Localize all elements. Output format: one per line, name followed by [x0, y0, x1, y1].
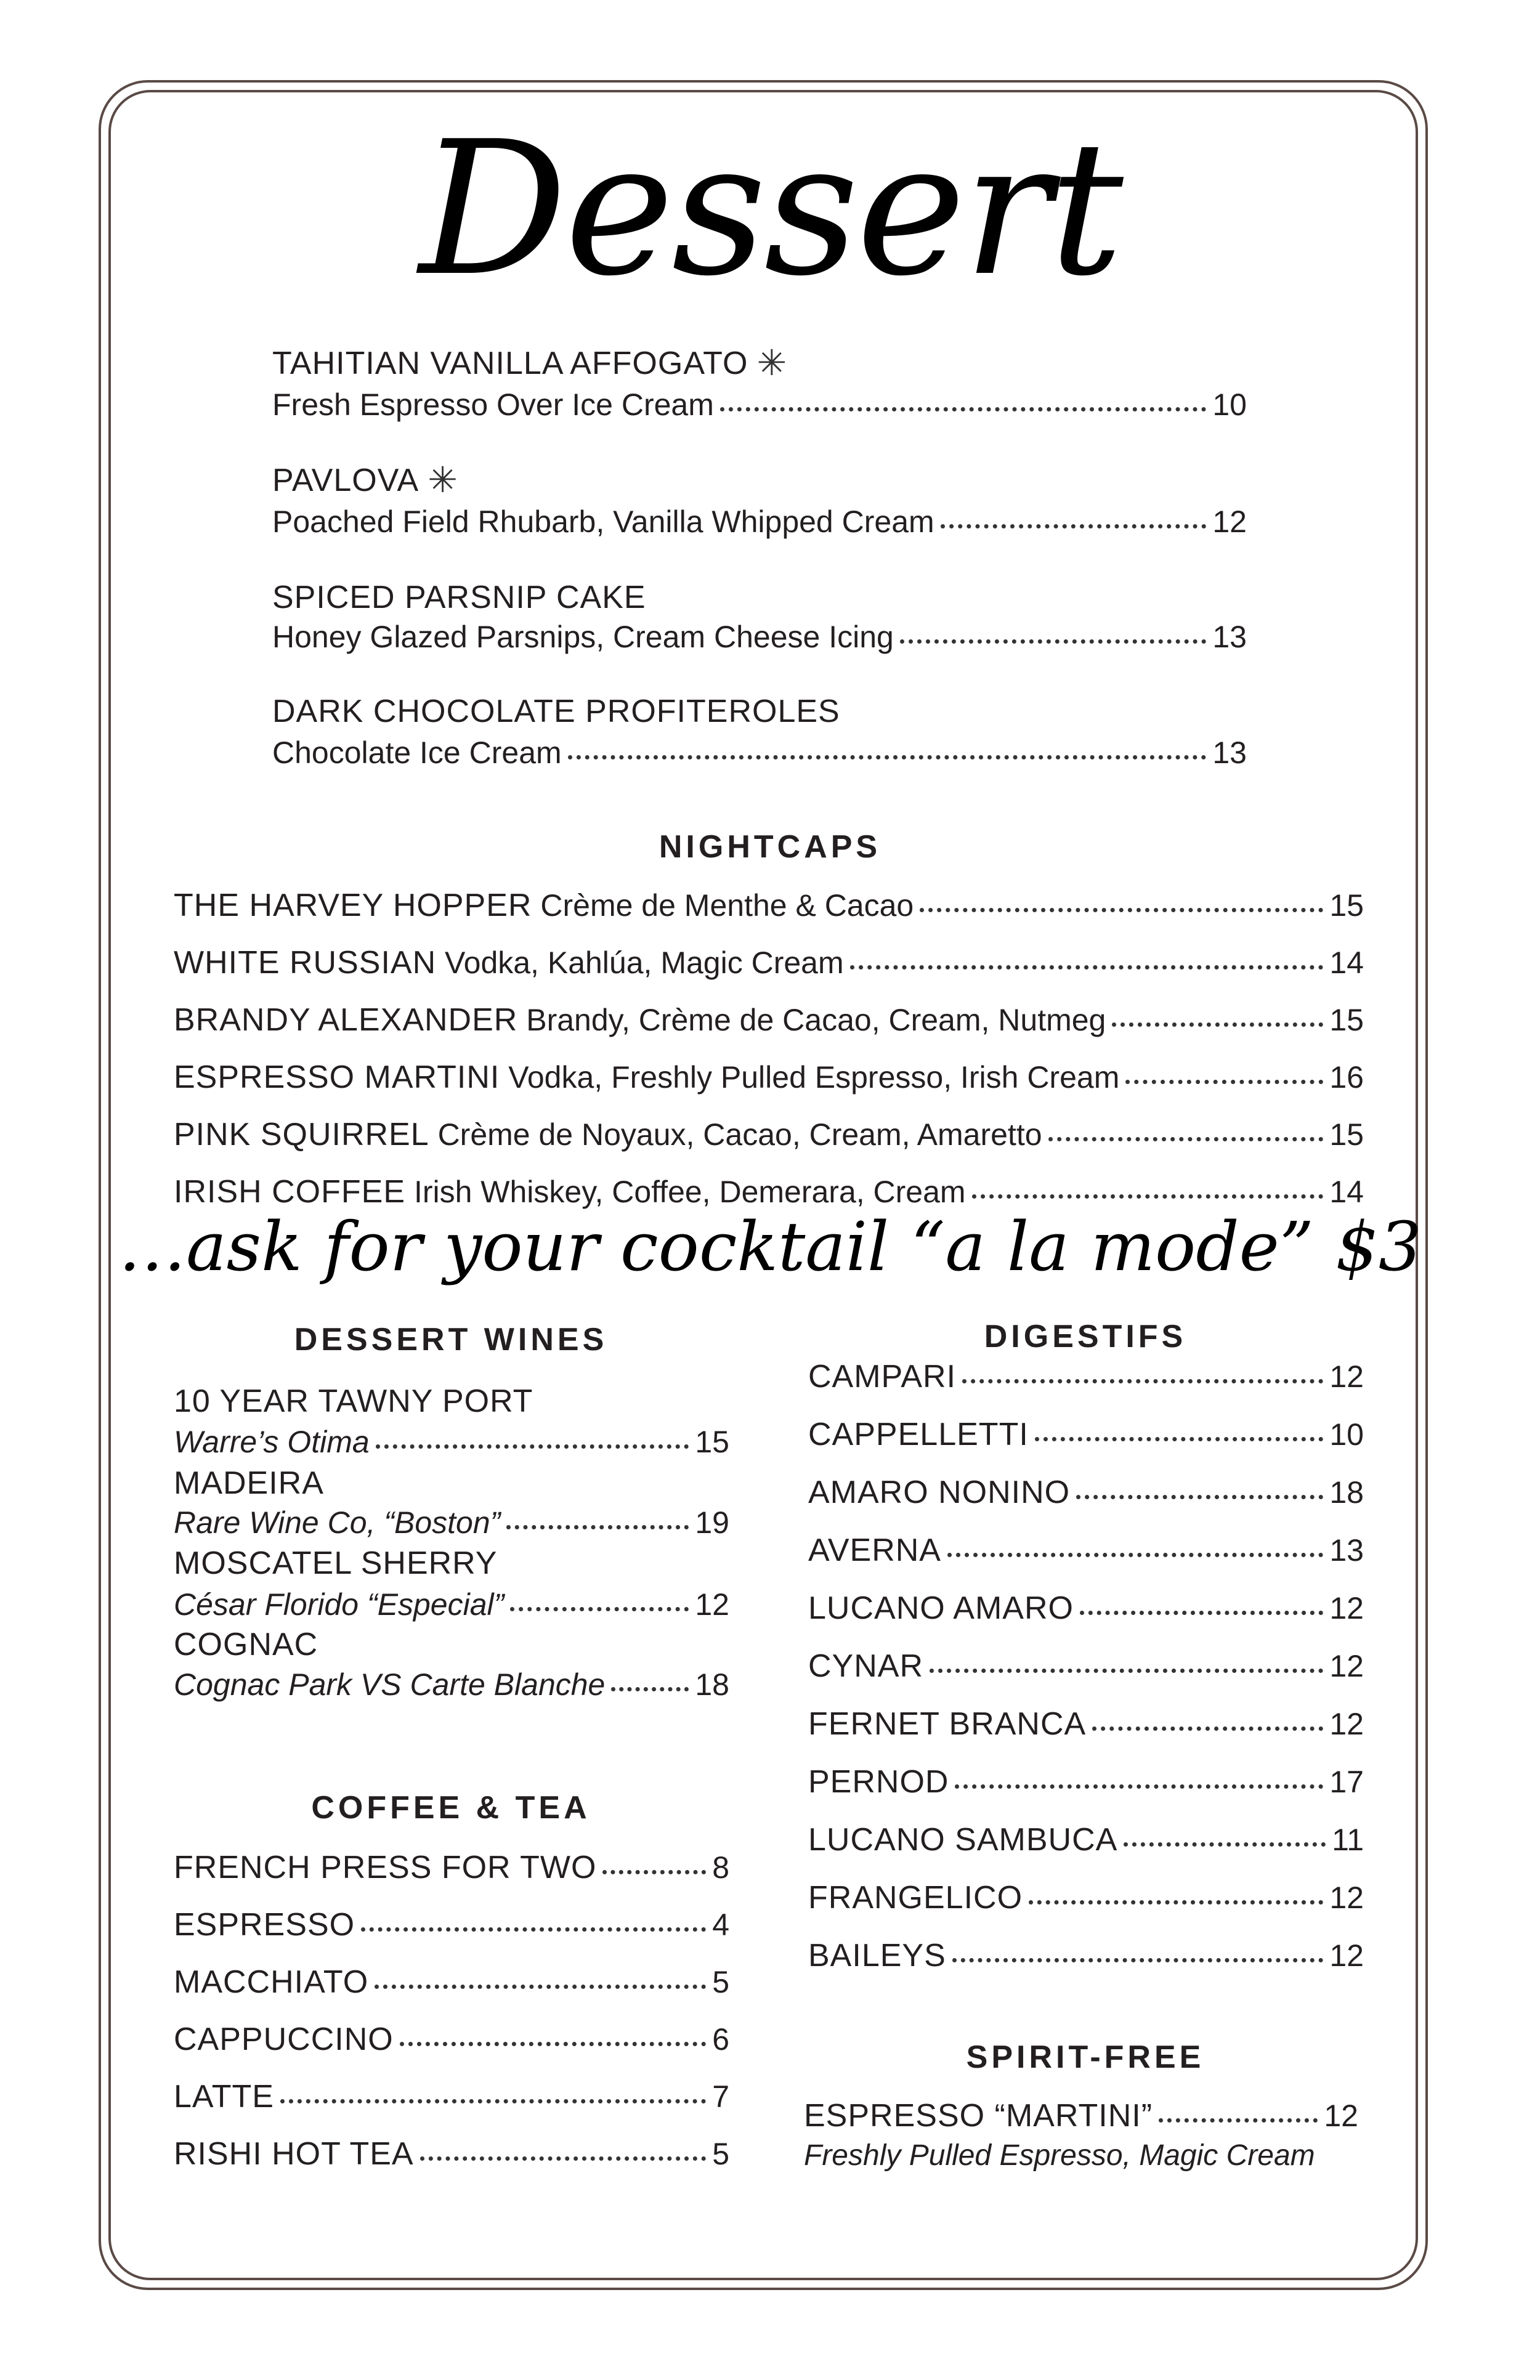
digestif-row	[808, 1358, 1364, 1395]
digestif-name: LUCANO AMARO	[808, 1590, 1074, 1626]
wine-producer-row	[174, 1505, 729, 1540]
nightcap-name: ESPRESSO MARTINI	[174, 1059, 500, 1095]
nightcap-price: 16	[1329, 1060, 1364, 1095]
leader-dots	[506, 1525, 689, 1529]
nightcap-name: PINK SQUIRREL	[174, 1117, 429, 1152]
leader-dots	[1029, 1900, 1323, 1904]
coffee-price: 8	[712, 1850, 729, 1885]
signature-star-icon: ✳	[756, 343, 788, 383]
digestifs-heading: DIGESTIFS	[984, 1319, 1187, 1354]
digestif-price: 11	[1332, 1823, 1364, 1857]
leader-dots	[952, 1958, 1324, 1962]
leader-dots	[602, 1870, 706, 1874]
coffee-name: ESPRESSO	[174, 1907, 355, 1943]
dessert-price: 12	[1212, 504, 1247, 539]
leader-dots	[972, 1194, 1324, 1199]
dessert-desc-row	[272, 735, 1247, 771]
leader-dots	[1125, 1080, 1323, 1084]
nightcap-desc: Crème de Noyaux, Cacao, Cream, Amaretto	[437, 1117, 1042, 1152]
digestif-name: LUCANO SAMBUCA	[808, 1822, 1118, 1858]
leader-dots	[280, 2099, 706, 2103]
a-la-mode-note: …ask for your cocktail “a la mode” $3	[118, 1207, 1422, 1286]
digestif-name: FRANGELICO	[808, 1880, 1023, 1916]
digestif-price: 10	[1329, 1417, 1364, 1452]
coffee-row	[174, 2021, 729, 2058]
leader-dots	[400, 2042, 706, 2046]
digestif-row	[808, 1879, 1364, 1916]
leader-dots	[941, 524, 1207, 528]
dessert-desc-row	[272, 504, 1247, 540]
leader-dots	[850, 965, 1324, 969]
digestif-price: 12	[1329, 1359, 1364, 1394]
digestif-price: 18	[1329, 1475, 1364, 1510]
leader-dots	[720, 407, 1207, 411]
nightcap-desc: Brandy, Crème de Cacao, Cream, Nutmeg	[526, 1003, 1106, 1037]
leader-dots	[955, 1784, 1323, 1789]
digestif-name: CYNAR	[808, 1648, 924, 1684]
wine-name: MOSCATEL SHERRY	[174, 1545, 498, 1581]
coffee-name: CAPPUCCINO	[174, 2022, 394, 2057]
digestif-row	[808, 1416, 1364, 1453]
leader-dots	[962, 1379, 1323, 1383]
coffee-price: 6	[712, 2022, 729, 2057]
digestif-row	[808, 1763, 1364, 1800]
digestif-row	[808, 1648, 1364, 1685]
dessert-price: 13	[1212, 620, 1247, 654]
dessert-price: 13	[1212, 735, 1247, 770]
digestif-price: 12	[1329, 1591, 1364, 1625]
nightcap-row	[174, 1116, 1364, 1153]
coffee-name: MACCHIATO	[174, 1964, 369, 2000]
digestif-row	[808, 1937, 1364, 1974]
coffee-name: RISHI HOT TEA	[174, 2136, 414, 2172]
dessert-desc: Poached Field Rhubarb, Vanilla Whipped Cream	[272, 504, 934, 539]
leader-dots	[420, 2156, 707, 2161]
coffee-row	[174, 1964, 729, 2001]
coffee-name: LATTE	[174, 2079, 274, 2115]
dessert-name-text: PAVLOVA	[272, 463, 419, 498]
wine-producer: Warre’s Otima	[174, 1425, 370, 1459]
leader-dots	[1124, 1842, 1326, 1847]
wine-name: MADEIRA	[174, 1465, 324, 1501]
menu-title: Dessert	[419, 102, 1121, 317]
dessert-name	[272, 579, 646, 616]
digestif-name: BAILEYS	[808, 1938, 946, 1973]
dessert-name-text: TAHITIAN VANILLA AFFOGATO	[272, 346, 748, 381]
dessert-name-text: SPICED PARSNIP CAKE	[272, 580, 646, 615]
leader-dots	[1092, 1726, 1323, 1731]
leader-dots	[376, 1444, 689, 1449]
nightcap-row	[174, 1173, 1364, 1210]
digestif-name: CAMPARI	[808, 1359, 957, 1394]
digestif-name: FERNET BRANCA	[808, 1706, 1087, 1742]
wine-producer-row	[174, 1587, 729, 1622]
wine-price: 19	[695, 1505, 729, 1540]
nightcap-price: 15	[1329, 1117, 1364, 1152]
spirit-free-desc: Freshly Pulled Espresso, Magic Cream	[804, 2139, 1315, 2172]
leader-dots	[611, 1687, 689, 1691]
wine-name: COGNAC	[174, 1627, 318, 1662]
dessert-desc-row	[272, 619, 1247, 655]
coffee-row	[174, 1906, 729, 1943]
leader-dots	[1035, 1437, 1324, 1441]
leader-dots	[1159, 2118, 1318, 2123]
digestif-row	[808, 1532, 1364, 1569]
nightcap-price: 14	[1329, 945, 1364, 980]
wine-price: 15	[695, 1425, 729, 1459]
dessert-desc: Honey Glazed Parsnips, Cream Cheese Icing	[272, 620, 894, 654]
leader-dots	[510, 1607, 689, 1611]
coffee-price: 5	[712, 1965, 729, 1999]
coffee-row	[174, 2078, 729, 2115]
dessert-desc: Fresh Espresso Over Ice Cream	[272, 387, 714, 422]
leader-dots	[568, 755, 1207, 759]
leader-dots	[375, 1985, 706, 1989]
nightcap-row	[174, 887, 1364, 924]
coffee-price: 4	[712, 1908, 729, 1942]
leader-dots	[900, 639, 1207, 644]
wine-producer-row	[174, 1667, 729, 1702]
dessert-name-text: DARK CHOCOLATE PROFITEROLES	[272, 694, 840, 729]
spirit-free-row	[804, 2097, 1358, 2134]
dessert-price: 10	[1212, 387, 1247, 422]
dessert-wines-heading: DESSERT WINES	[294, 1322, 608, 1358]
dessert-name	[272, 693, 840, 730]
digestif-row	[808, 1474, 1364, 1511]
leader-dots	[920, 908, 1323, 912]
wine-producer: Rare Wine Co, “Boston”	[174, 1505, 501, 1540]
leader-dots	[930, 1669, 1323, 1673]
coffee-row	[174, 2135, 729, 2172]
dessert-name	[272, 345, 787, 382]
coffee-price: 7	[712, 2079, 729, 2114]
spirit-free-price: 12	[1324, 2099, 1358, 2133]
nightcap-row	[174, 1002, 1364, 1038]
digestif-price: 12	[1329, 1938, 1364, 1973]
leader-dots	[1076, 1495, 1323, 1499]
digestif-name: AVERNA	[808, 1532, 941, 1568]
dessert-desc-row	[272, 387, 1247, 423]
nightcap-price: 15	[1329, 888, 1364, 923]
nightcap-name: WHITE RUSSIAN	[174, 945, 437, 981]
digestif-price: 17	[1329, 1765, 1364, 1799]
dessert-name	[272, 462, 458, 499]
wine-price: 12	[695, 1587, 729, 1622]
signature-star-icon: ✳	[428, 460, 458, 500]
nightcap-price: 15	[1329, 1003, 1364, 1037]
nightcap-name: BRANDY ALEXANDER	[174, 1002, 518, 1038]
nightcap-desc: Irish Whiskey, Coffee, Demerara, Cream	[413, 1175, 966, 1209]
digestif-price: 12	[1329, 1707, 1364, 1741]
digestif-row	[808, 1821, 1364, 1858]
spirit-free-heading: SPIRIT-FREE	[966, 2039, 1205, 2075]
nightcap-row	[174, 944, 1364, 981]
digestif-price: 13	[1329, 1533, 1364, 1568]
digestif-name: PERNOD	[808, 1764, 949, 1800]
leader-dots	[1112, 1022, 1323, 1027]
coffee-price: 5	[712, 2137, 729, 2171]
coffee-tea-heading: COFFEE & TEA	[311, 1790, 591, 1826]
nightcap-desc: Crème de Menthe & Cacao	[540, 888, 914, 923]
nightcap-price: 14	[1329, 1175, 1364, 1209]
coffee-row	[174, 1849, 729, 1886]
digestif-price: 12	[1329, 1649, 1364, 1683]
digestif-row	[808, 1706, 1364, 1742]
leader-dots	[1048, 1137, 1324, 1141]
wine-price: 18	[695, 1667, 729, 1702]
leader-dots	[361, 1927, 706, 1932]
nightcap-name: THE HARVEY HOPPER	[174, 888, 532, 923]
nightcaps-heading: NIGHTCAPS	[659, 829, 881, 865]
leader-dots	[947, 1553, 1323, 1557]
wine-name: 10 YEAR TAWNY PORT	[174, 1383, 533, 1419]
nightcap-row	[174, 1059, 1364, 1096]
digestif-row	[808, 1590, 1364, 1627]
leader-dots	[1080, 1611, 1323, 1615]
dessert-desc: Chocolate Ice Cream	[272, 735, 562, 770]
wine-producer-row	[174, 1424, 729, 1460]
digestif-name: CAPPELLETTI	[808, 1417, 1029, 1452]
digestif-price: 12	[1329, 1880, 1364, 1915]
wine-producer: César Florido “Especial”	[174, 1587, 505, 1622]
wine-producer: Cognac Park VS Carte Blanche	[174, 1667, 606, 1702]
spirit-free-name: ESPRESSO “MARTINI”	[804, 2098, 1153, 2134]
nightcap-desc: Vodka, Freshly Pulled Espresso, Irish Cream	[508, 1060, 1120, 1095]
coffee-name: FRENCH PRESS FOR TWO	[174, 1850, 597, 1885]
digestif-name: AMARO NONINO	[808, 1475, 1071, 1510]
nightcap-desc: Vodka, Kahlúa, Magic Cream	[445, 945, 844, 980]
nightcap-name: IRISH COFFEE	[174, 1174, 406, 1210]
